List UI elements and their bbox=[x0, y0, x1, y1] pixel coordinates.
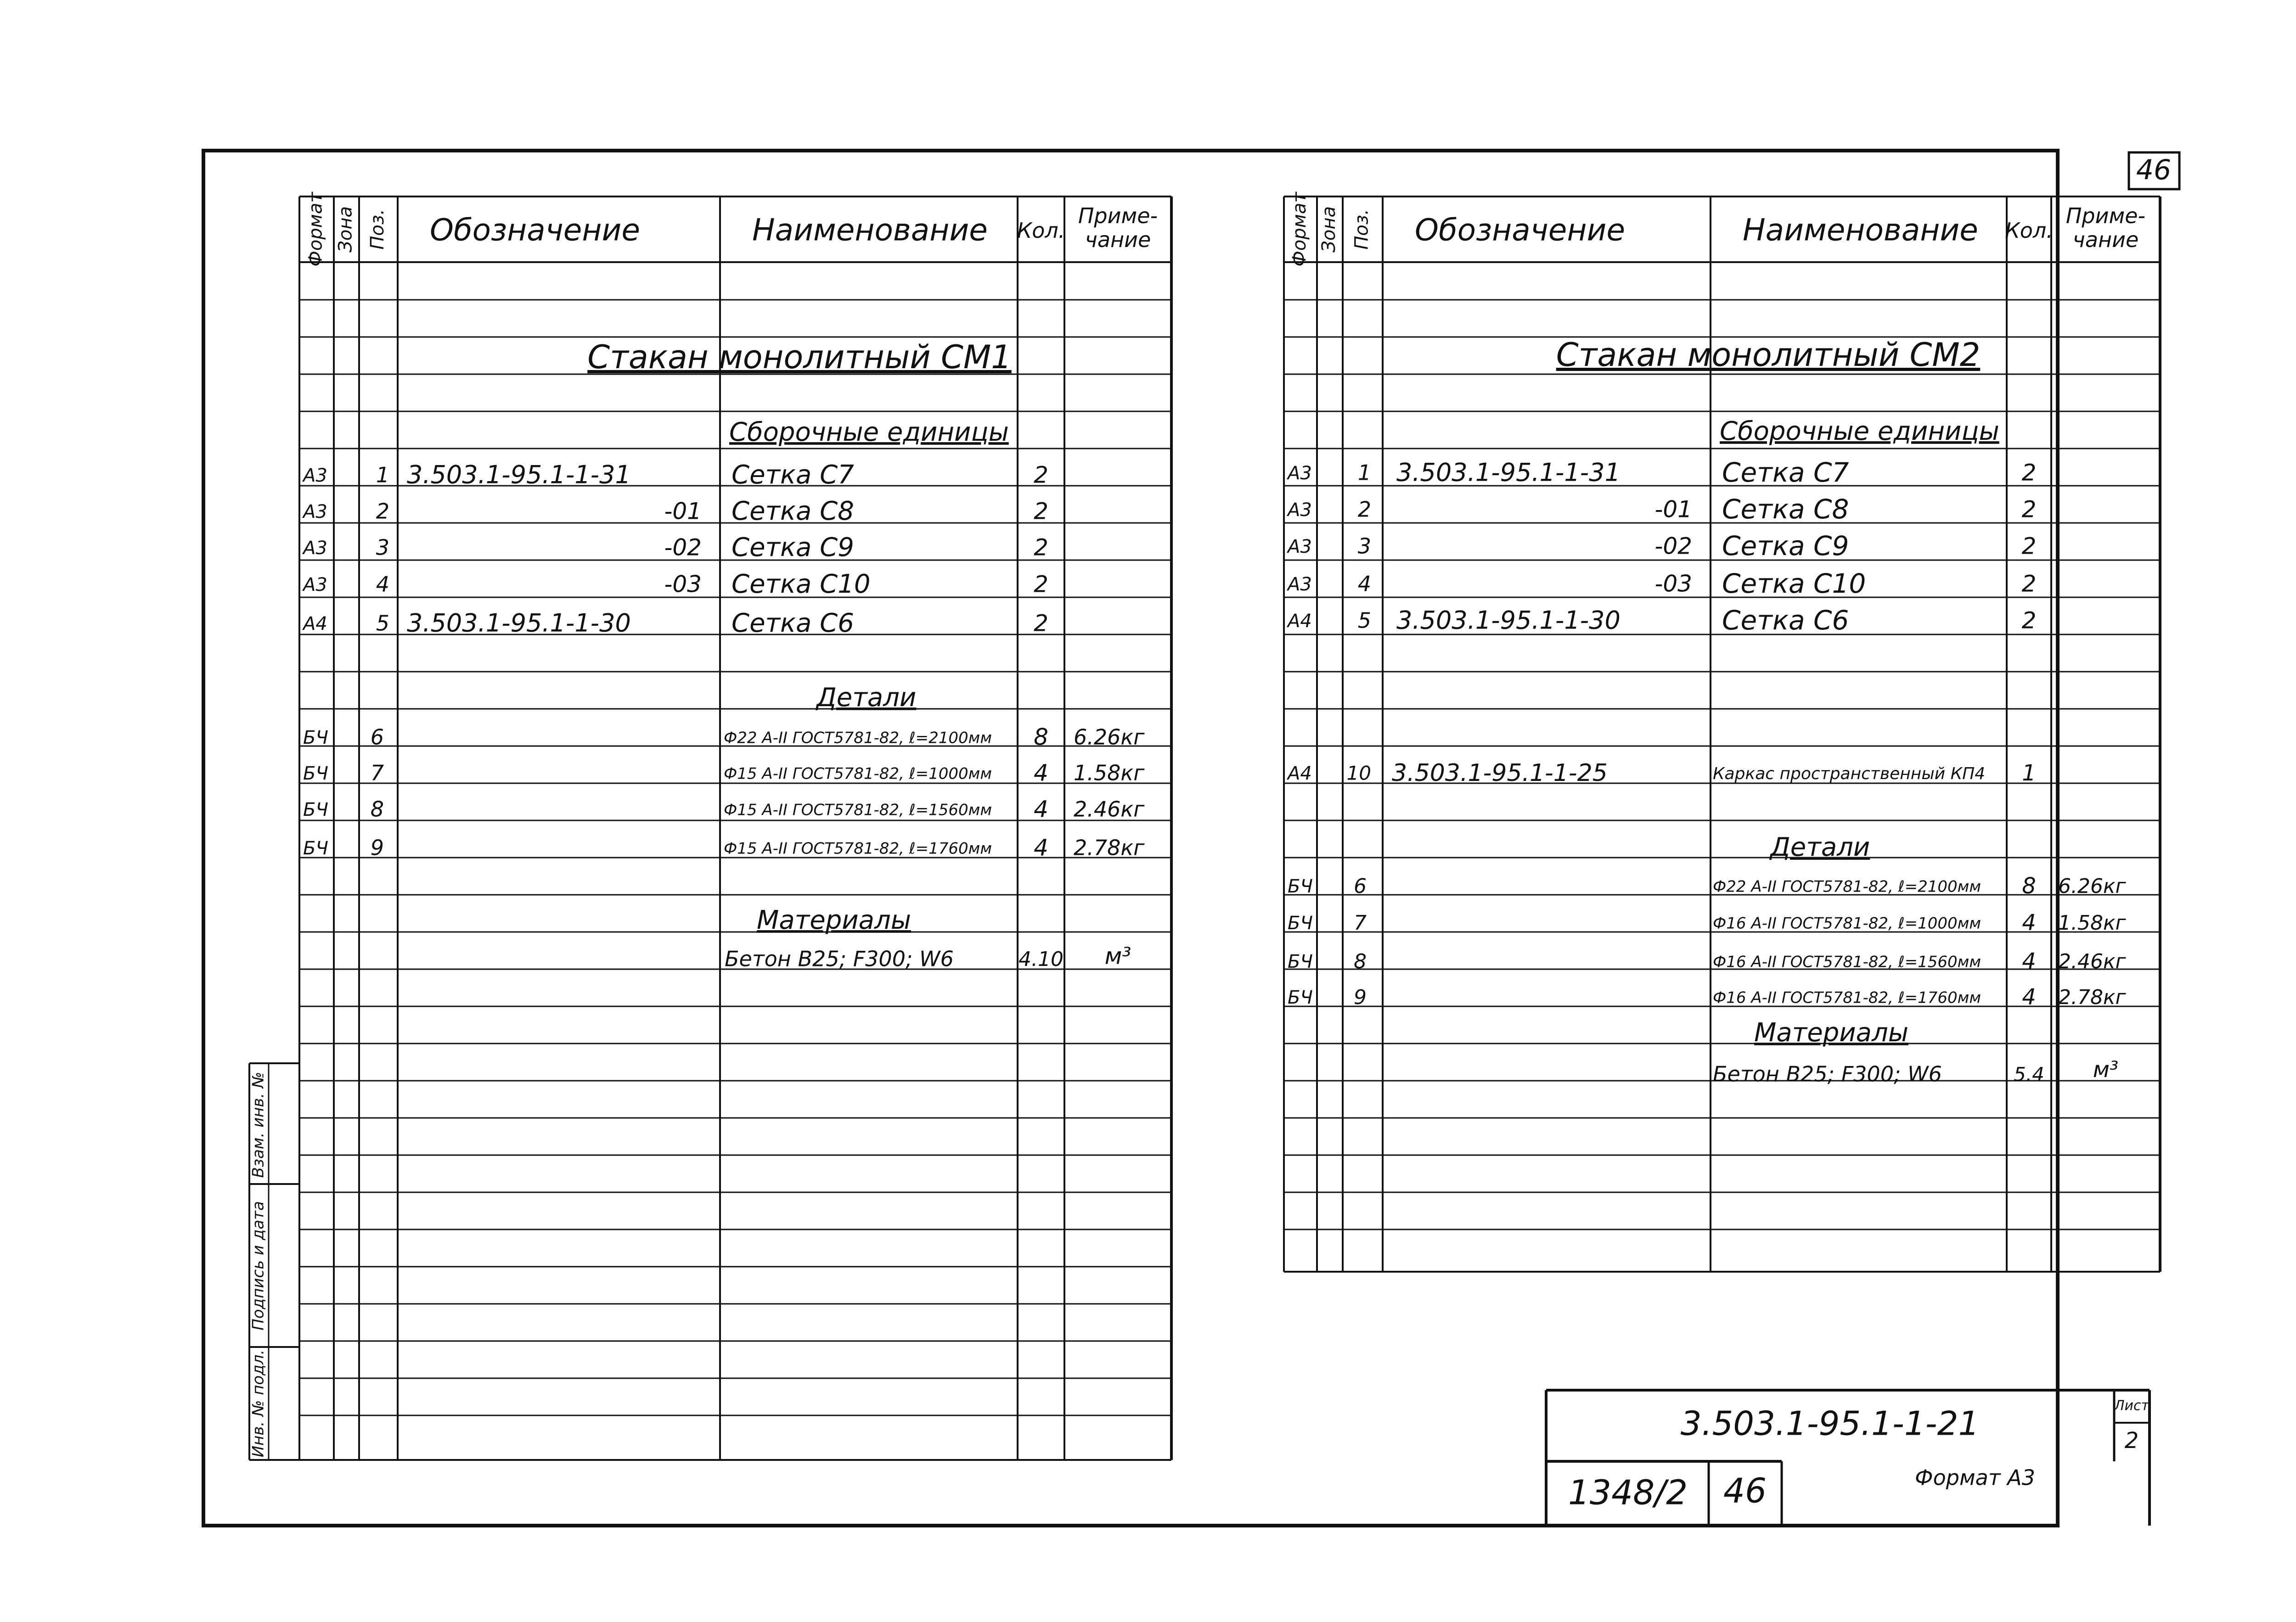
sheet-number: 2 bbox=[2124, 1428, 2139, 1454]
left-table-header-zone: Зона bbox=[335, 206, 356, 253]
right-row-designation: -02 bbox=[1654, 533, 1692, 560]
right-row-name: Сетка С6 bbox=[1722, 605, 1849, 636]
right-row-qty: 2 bbox=[2021, 496, 2037, 523]
right-assembly-heading: Сборочные единицы bbox=[1720, 416, 1999, 447]
left-table-header-designation: Обозначение bbox=[430, 212, 640, 248]
right-table-header-zone: Зона bbox=[1318, 206, 1339, 253]
right-row-designation: 3.503.1-95.1-1-31 bbox=[1396, 458, 1621, 487]
left-row-designation: -01 bbox=[664, 498, 702, 525]
left-part-pos: 9 bbox=[370, 835, 384, 860]
right-parts-heading: Детали bbox=[1770, 832, 1870, 863]
left-table-header-qty: Кол. bbox=[1017, 218, 1065, 243]
right-part-pos: 8 bbox=[1354, 950, 1367, 973]
left-part-qty: 4 bbox=[1034, 759, 1048, 786]
left-part-note: 2.78кг bbox=[1074, 835, 1145, 860]
right-table-header-name: Наименование bbox=[1743, 212, 1978, 248]
right-frame-format: А4 bbox=[1288, 763, 1312, 784]
right-part-pos: 7 bbox=[1354, 911, 1367, 935]
left-part-name: Ф15 А-II ГОСТ5781-82, ℓ=1560мм bbox=[724, 801, 992, 819]
right-part-name: Ф16 А-II ГОСТ5781-82, ℓ=1760мм bbox=[1713, 988, 1981, 1007]
sheet-text bbox=[249, 154, 2172, 1513]
left-part-note: 1.58кг bbox=[1074, 760, 1145, 786]
right-row-pos: 1 bbox=[1357, 460, 1371, 485]
left-part-format: БЧ bbox=[303, 763, 328, 784]
left-table-header-format: Формат bbox=[305, 192, 326, 267]
left-row-pos: 1 bbox=[376, 462, 389, 488]
left-table-header-pos: Поз. bbox=[367, 209, 388, 250]
right-frame-pos: 10 bbox=[1346, 762, 1371, 785]
right-material-name: Бетон В25; F300; W6 bbox=[1713, 1061, 1942, 1087]
right-materials-heading: Материалы bbox=[1754, 1018, 1908, 1048]
archive-number: 1348/2 bbox=[1568, 1473, 1688, 1513]
right-row-pos: 5 bbox=[1357, 608, 1371, 633]
left-material-note: м³ bbox=[1104, 943, 1131, 970]
right-part-format: БЧ bbox=[1288, 913, 1313, 934]
left-row-pos: 2 bbox=[376, 499, 389, 524]
right-row-designation: -03 bbox=[1654, 570, 1692, 597]
right-part-name: Ф22 А-II ГОСТ5781-82, ℓ=2100мм bbox=[1713, 877, 1981, 896]
right-row-name: Сетка С8 bbox=[1722, 494, 1849, 525]
right-part-format: БЧ bbox=[1288, 876, 1313, 897]
left-assembly-heading: Сборочные единицы bbox=[729, 417, 1009, 448]
right-row-format: А3 bbox=[1288, 574, 1312, 595]
left-row-pos: 5 bbox=[376, 611, 389, 636]
right-part-qty: 4 bbox=[2022, 910, 2036, 936]
right-row-qty: 2 bbox=[2021, 607, 2037, 634]
left-part-format: БЧ bbox=[303, 799, 328, 820]
right-row-format: А3 bbox=[1288, 463, 1312, 484]
left-row-qty: 2 bbox=[1034, 498, 1048, 525]
left-material-qty: 4.10 bbox=[1019, 948, 1064, 971]
left-row-designation: -02 bbox=[664, 534, 702, 561]
left-row-name: Сетка С7 bbox=[732, 460, 854, 490]
left-table-header-note-line2: чание bbox=[1085, 227, 1151, 252]
right-row-format: А3 bbox=[1288, 500, 1312, 521]
left-part-name: Ф15 А-II ГОСТ5781-82, ℓ=1760мм bbox=[724, 839, 992, 858]
right-frame-name: Каркас пространственный КП4 bbox=[1713, 764, 1986, 783]
document-code: 3.503.1-95.1-1-21 bbox=[1680, 1404, 1980, 1443]
archive-page: 46 bbox=[1723, 1471, 1767, 1511]
format-label: Формат А3 bbox=[1915, 1465, 2035, 1490]
left-part-note: 2.46кг bbox=[1074, 797, 1145, 822]
left-table-header-note-line1: Приме- bbox=[1078, 203, 1158, 228]
left-part-qty: 4 bbox=[1034, 834, 1048, 861]
right-row-pos: 4 bbox=[1357, 571, 1371, 596]
left-row-qty: 2 bbox=[1034, 610, 1048, 637]
left-table-title: Стакан монолитный СМ1 bbox=[587, 338, 1012, 376]
right-part-note: 1.58кг bbox=[2058, 911, 2126, 935]
right-row-pos: 3 bbox=[1357, 533, 1371, 559]
left-row-format: А3 bbox=[303, 574, 327, 595]
right-row-qty: 2 bbox=[2021, 533, 2037, 560]
left-row-name: Сетка С6 bbox=[732, 608, 854, 639]
right-part-note: 2.78кг bbox=[2058, 986, 2126, 1009]
right-part-name: Ф16 А-II ГОСТ5781-82, ℓ=1000мм bbox=[1713, 914, 1981, 933]
right-row-qty: 2 bbox=[2021, 570, 2037, 597]
right-part-qty: 4 bbox=[2022, 984, 2036, 1010]
right-part-qty: 8 bbox=[2022, 873, 2036, 899]
side-stamp-inv-orig: Инв. № подл. bbox=[249, 1349, 268, 1458]
right-row-format: А4 bbox=[1288, 611, 1312, 632]
right-material-note: м³ bbox=[2093, 1057, 2119, 1083]
right-part-pos: 6 bbox=[1354, 875, 1367, 898]
left-part-format: БЧ bbox=[303, 838, 328, 859]
left-part-pos: 6 bbox=[370, 724, 384, 750]
left-row-name: Сетка С9 bbox=[732, 533, 854, 563]
right-part-name: Ф16 А-II ГОСТ5781-82, ℓ=1560мм bbox=[1713, 953, 1981, 971]
right-table-header-designation: Обозначение bbox=[1415, 212, 1625, 248]
right-material-qty: 5.4 bbox=[2014, 1063, 2044, 1086]
right-table-header-format: Формат bbox=[1289, 192, 1310, 267]
left-row-qty: 2 bbox=[1034, 571, 1048, 598]
right-part-qty: 4 bbox=[2022, 949, 2036, 974]
right-part-note: 2.46кг bbox=[2058, 950, 2126, 973]
left-part-qty: 4 bbox=[1034, 796, 1048, 823]
left-materials-heading: Материалы bbox=[757, 905, 911, 936]
right-table-header-pos: Поз. bbox=[1351, 209, 1373, 250]
left-row-format: А3 bbox=[303, 465, 327, 486]
side-stamp-replaces-inv: Взам. инв. № bbox=[249, 1072, 268, 1178]
left-row-designation: 3.503.1-95.1-1-30 bbox=[407, 608, 631, 638]
left-row-name: Сетка С8 bbox=[732, 496, 854, 527]
right-table-header-note-line1: Приме- bbox=[2065, 203, 2146, 228]
right-part-note: 6.26кг bbox=[2058, 875, 2126, 898]
left-part-note: 6.26кг bbox=[1074, 724, 1145, 750]
left-row-pos: 4 bbox=[376, 572, 389, 597]
left-row-format: А3 bbox=[303, 538, 327, 559]
left-row-qty: 2 bbox=[1034, 461, 1048, 488]
left-part-name: Ф15 А-II ГОСТ5781-82, ℓ=1000мм bbox=[724, 764, 992, 783]
right-frame-qty: 1 bbox=[2022, 760, 2036, 786]
left-row-name: Сетка С10 bbox=[732, 569, 871, 600]
left-part-pos: 7 bbox=[370, 760, 384, 786]
right-table-header-qty: Кол. bbox=[2005, 218, 2053, 243]
page-number: 46 bbox=[2136, 154, 2172, 186]
left-part-qty: 8 bbox=[1034, 724, 1048, 751]
right-part-format: БЧ bbox=[1288, 987, 1313, 1008]
left-row-format: А4 bbox=[303, 613, 327, 634]
left-row-designation: 3.503.1-95.1-1-31 bbox=[407, 460, 631, 489]
right-row-designation: 3.503.1-95.1-1-30 bbox=[1396, 606, 1621, 635]
right-row-format: А3 bbox=[1288, 536, 1312, 557]
left-row-format: А3 bbox=[303, 501, 327, 522]
right-row-name: Сетка С10 bbox=[1722, 568, 1866, 600]
sheet-label: Лист bbox=[2114, 1398, 2150, 1414]
right-table-title: Стакан монолитный СМ2 bbox=[1556, 336, 1981, 374]
left-part-pos: 8 bbox=[370, 797, 384, 822]
right-row-qty: 2 bbox=[2021, 459, 2037, 486]
right-table-header-note-line2: чание bbox=[2072, 227, 2139, 252]
right-row-name: Сетка С9 bbox=[1722, 530, 1849, 562]
left-row-designation: -03 bbox=[664, 571, 702, 598]
side-stamp-sign-date: Подпись и дата bbox=[249, 1201, 268, 1330]
left-table-header-name: Наименование bbox=[752, 212, 988, 248]
right-part-format: БЧ bbox=[1288, 951, 1313, 972]
left-part-format: БЧ bbox=[303, 727, 328, 748]
left-parts-heading: Детали bbox=[816, 683, 917, 713]
left-row-qty: 2 bbox=[1034, 534, 1048, 561]
left-material-name: Бетон В25; F300; W6 bbox=[725, 946, 954, 971]
right-part-pos: 9 bbox=[1354, 986, 1367, 1009]
right-row-name: Сетка С7 bbox=[1722, 457, 1849, 488]
right-frame-designation: 3.503.1-95.1-1-25 bbox=[1392, 759, 1608, 787]
right-row-designation: -01 bbox=[1654, 496, 1692, 523]
right-row-pos: 2 bbox=[1357, 497, 1371, 522]
left-row-pos: 3 bbox=[376, 535, 389, 560]
left-part-name: Ф22 А-II ГОСТ5781-82, ℓ=2100мм bbox=[724, 729, 992, 747]
